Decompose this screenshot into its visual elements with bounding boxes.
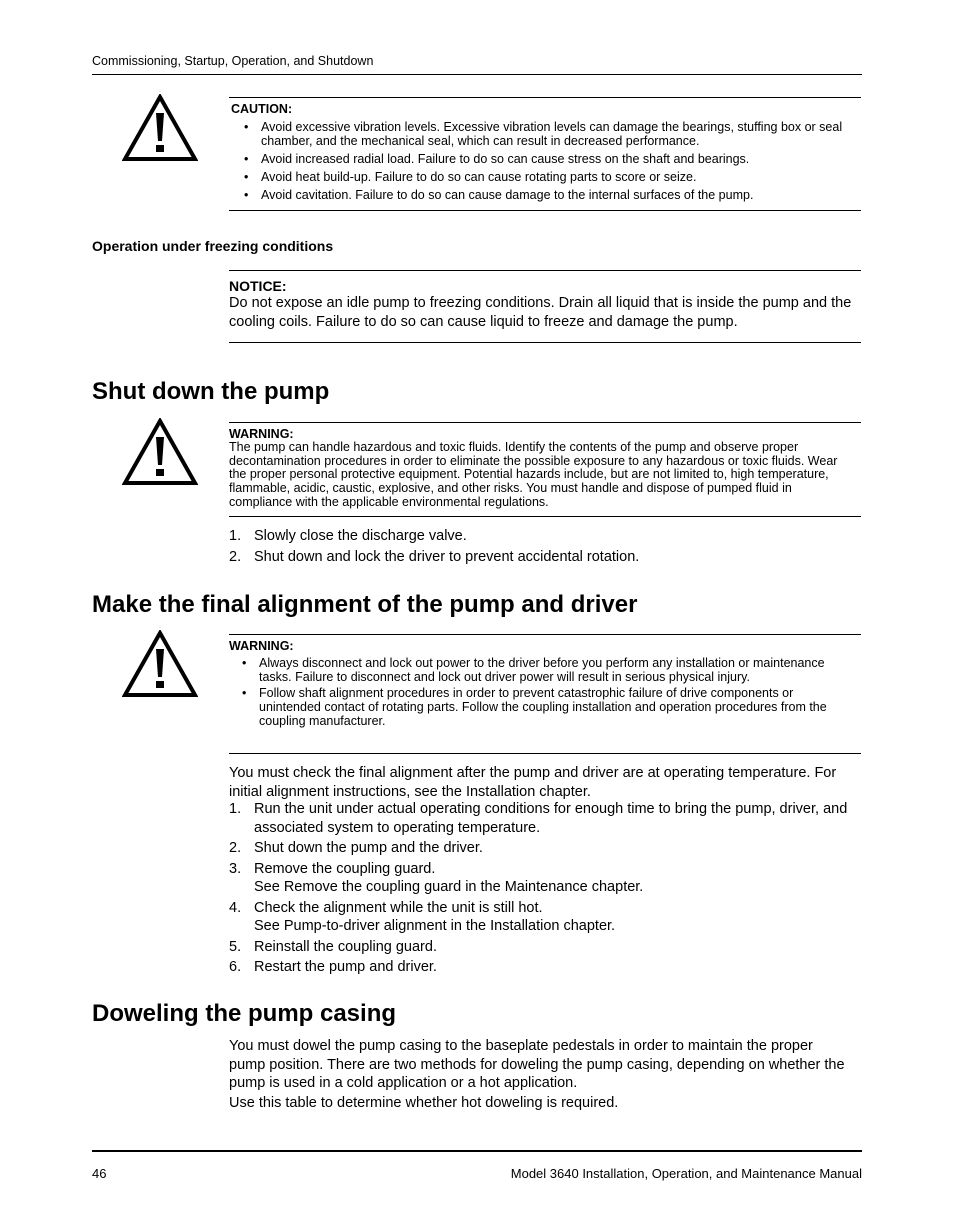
caution-item: • Avoid cavitation. Failure to do so can cause damage to the internal surfaces of the pump. (231, 188, 851, 202)
section-heading: Doweling the pump casing (92, 1000, 397, 1027)
warning-label: WARNING: (229, 427, 294, 441)
list-item: 6. Restart the pump and driver. (229, 959, 437, 975)
alignment-steps (229, 800, 849, 977)
header-rule (92, 74, 862, 75)
warning-item: • Follow shaft alignment procedures in order to prevent catastrophic failure of drive components or unintended contact of rotating parts. Follow the coupling installation and operation procedures from the coupling manufacturer. (229, 687, 855, 728)
warning-triangle-icon (122, 94, 198, 162)
warning-label: WARNING: (229, 639, 294, 653)
warning-triangle-icon (122, 418, 198, 486)
warning-text: The pump can handle hazardous and toxic fluids. Identify the contents of the pump and observe proper decontamination procedures in order to eliminate the possible exposure to any hazardous or toxic fluids. Wear the proper personal protective equipment. Potential hazards include, but are not limited to, high temperature, flammable, acidic, caustic, explosive, and other risks. You must handle and dispose of pumped fluid in compliance with the applicable environmental regulations. (229, 440, 838, 509)
step-reference: See Remove the coupling guard in the Maintenance chapter. (254, 879, 644, 895)
warning-box (229, 639, 855, 729)
caution-bottom-rule (229, 210, 861, 211)
notice-label: NOTICE: (229, 278, 287, 294)
list-item: 1. Run the unit under actual operating conditions for enough time to bring the pump, driver, and associated system to operating temperature. (229, 801, 848, 836)
warning-triangle-icon (122, 630, 198, 698)
manual-title: Model 3640 Installation, Operation, and Maintenance Manual (510, 1166, 862, 1181)
warning-box (229, 427, 855, 510)
warning-top-rule (229, 634, 861, 635)
warning-item: • Always disconnect and lock out power to the driver before you perform any installation or maintenance tasks. Failure to disconnect and lock out driver power will result in serious physical injury. (229, 657, 855, 684)
list-item: 1. Slowly close the discharge valve. (229, 528, 467, 544)
warning-top-rule (229, 422, 861, 423)
list-item: 2. Shut down the pump and the driver. (229, 840, 483, 856)
notice-text: Do not expose an idle pump to freezing conditions. Drain all liquid that is inside the pump and the cooling coils. Failure to do so can cause liquid to freeze and damage the pump. (229, 295, 852, 330)
caution-item: • Avoid increased radial load. Failure to do so can cause stress on the shaft and bearings. (231, 152, 851, 166)
footer-rule (92, 1150, 862, 1152)
section-heading: Make the final alignment of the pump and driver (92, 591, 638, 618)
caution-top-rule (229, 97, 861, 98)
caution-label: CAUTION: (231, 102, 293, 116)
page-number: 46 (92, 1166, 107, 1181)
caution-item: • Avoid heat build-up. Failure to do so can cause rotating parts to score or seize. (231, 170, 851, 184)
shutdown-steps (229, 527, 859, 566)
list-item: 2. Shut down and lock the driver to prevent accidental rotation. (229, 548, 640, 565)
list-item: 3. Remove the coupling guard. See Remove the coupling guard in the Maintenance chapter. (229, 860, 644, 895)
step-reference: See Pump-to-driver alignment in the Installation chapter. (254, 918, 616, 934)
warning-bottom-rule (229, 516, 861, 517)
caution-box (231, 102, 851, 202)
list-item: 4. Check the alignment while the unit is still hot. See Pump-to-driver alignment in the Installation chapter. (229, 899, 616, 934)
alignment-intro: You must check the final alignment after the pump and driver are at operating temperature. For initial alignment instructions, see the Installation chapter. (229, 765, 837, 800)
notice-box (229, 278, 859, 331)
caution-list (231, 120, 851, 202)
subsection-heading: Operation under freezing conditions (92, 238, 334, 254)
notice-bottom-rule (229, 342, 861, 343)
caution-item: • Avoid excessive vibration levels. Excessive vibration levels can damage the bearings, stuffing box or seal chamber, and the mechanical seal, which can result in decreased performance. (231, 120, 851, 148)
doweling-paragraph: Use this table to determine whether hot doweling is required. (229, 1095, 619, 1111)
section-heading: Shut down the pump (92, 378, 330, 405)
running-header: Commissioning, Startup, Operation, and Shutdown (92, 54, 374, 68)
doweling-paragraph: You must dowel the pump casing to the baseplate pedestals in order to maintain the proper pump position. There are two methods for doweling the pump casing, depending on whether the pump is used in a cold application or a hot application. (229, 1038, 845, 1091)
notice-top-rule (229, 270, 861, 271)
warning-bottom-rule (229, 753, 861, 754)
list-item: 5. Reinstall the coupling guard. (229, 938, 437, 955)
warning-list (229, 657, 855, 729)
